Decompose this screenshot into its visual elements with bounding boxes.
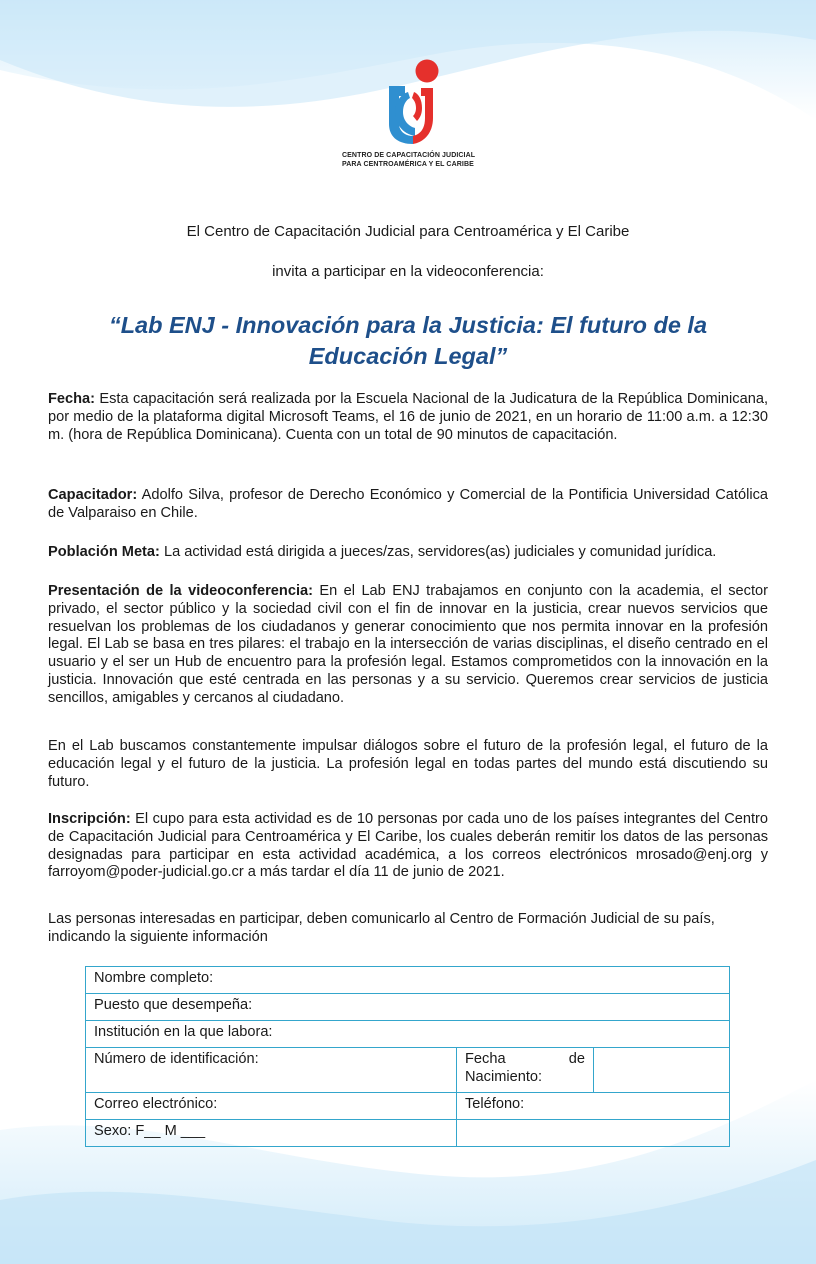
inscripcion-label: Inscripción: [48,811,131,827]
lab-paragraph: En el Lab buscamos constantemente impulsar diálogos sobre el futuro de la profesión legal, el futuro de la educación legal y el futuro de la justicia. La profesión legal en todas partes del mundo está discutiendo su futuro. [48,738,768,790]
form-nombre-cell: Nombre completo: [86,967,730,994]
nacimiento-word: Nacimiento: [465,1069,543,1085]
form-fecha-nacimiento-value-cell [594,1048,730,1093]
intro-line1: El Centro de Capacitación Judicial para Centroamérica y El Caribe [186,223,630,240]
form-puesto-cell: Puesto que desempeña: [86,994,730,1021]
logo-caption [342,151,492,169]
intro-line2: invita a participar en la videoconferencia: [272,263,544,280]
fecha-text: Esta capacitación será realizada por la Escuela Nacional de la Judicatura de la República Dominicana, por medio de la plataforma digital Microsoft Teams, el 16 de junio de 2021, en un horario de 11:00 a.m. a 12:30 m. (hora de República Dominicana). Cuenta con un total de 90 minutos de capacitación. [48,391,768,443]
conference-title [48,310,768,372]
title-line2: Educación Legal” [308,343,508,369]
form-institucion-cell: Institución en la que labora: [86,1021,730,1048]
logo-caption-line2: PARA CENTROAMÉRICA Y EL CARIBE [342,161,474,168]
poblacion-label: Población Meta: [48,544,160,560]
form-telefono-cell: Teléfono: [457,1093,730,1120]
form-sexo-cell: Sexo: F__ M ___ [86,1120,457,1147]
presentacion-label: Presentación de la videoconferencia: [48,583,313,599]
form-identificacion-cell: Número de identificación: [86,1048,457,1093]
presentacion-text: En el Lab ENJ trabajamos en conjunto con la academia, el sector privado, el sector público y la sociedad civil con el fin de innovar en la justicia, crear nuevos servicios que resuelvan los problemas de los ciudadanos y generar conocimiento que nos permita innovar en la profesión legal. El Lab se basa en tres pilares: el trabajo en la intersección de varias disciplinas, el diseño centrado en el usuario y el ser un Hub de encuentro para la profesión legal. Estamos comprometidos con la innovación en la justicia. Innovación que esté centrada en las personas y a su servicio. Queremos crear servicios de justicia sencillos, amigables y cercanos al ciudadano. [48,583,768,706]
form-correo-cell: Correo electrónico: [86,1093,457,1120]
poblacion-text: La actividad está dirigida a jueces/zas, servidores(as) judiciales y comunidad jurídica. [159,544,717,560]
registration-form-table [85,966,730,1147]
interesadas-paragraph: Las personas interesadas en participar, deben comunicarlo al Centro de Formación Judicial de su país, indicando la siguiente información [48,911,715,945]
fecha-word: Fecha [465,1051,506,1067]
inscripcion-text: El cupo para esta actividad es de 10 personas por cada uno de los países integrantes del Centro de Capacitación Judicial para Centroamérica y El Caribe, los cuales deberán remitir los datos de las personas designadas para participar en esta actividad académica, a los correos electrónicos mrosado@enj.org y farroyom@poder-judicial.go.cr a más tardar el día 11 de junio de 2021. [48,811,768,881]
capacitador-label: Capacitador: [48,487,138,503]
de-word: de [568,1051,585,1067]
form-empty-cell [457,1120,730,1147]
inscripcion-paragraph [48,811,768,882]
fecha-paragraph [48,391,768,444]
presentacion-paragraph [48,583,768,708]
logo-caption-line1: CENTRO DE CAPACITACIÓN JUDICIAL [342,152,476,159]
cecaju-logo-icon [383,58,439,144]
fecha-label: Fecha: [48,391,96,407]
poblacion-paragraph [48,544,768,562]
title-line1: “Lab ENJ - Innovación para la Justicia: El futuro de la [108,312,708,338]
capacitador-text: Adolfo Silva, profesor de Derecho Económico y Comercial de la Pontificia Universidad Católica de Valparaiso en Chile. [48,487,768,521]
form-fecha-nacimiento-cell [457,1048,594,1093]
capacitador-paragraph [48,487,768,523]
